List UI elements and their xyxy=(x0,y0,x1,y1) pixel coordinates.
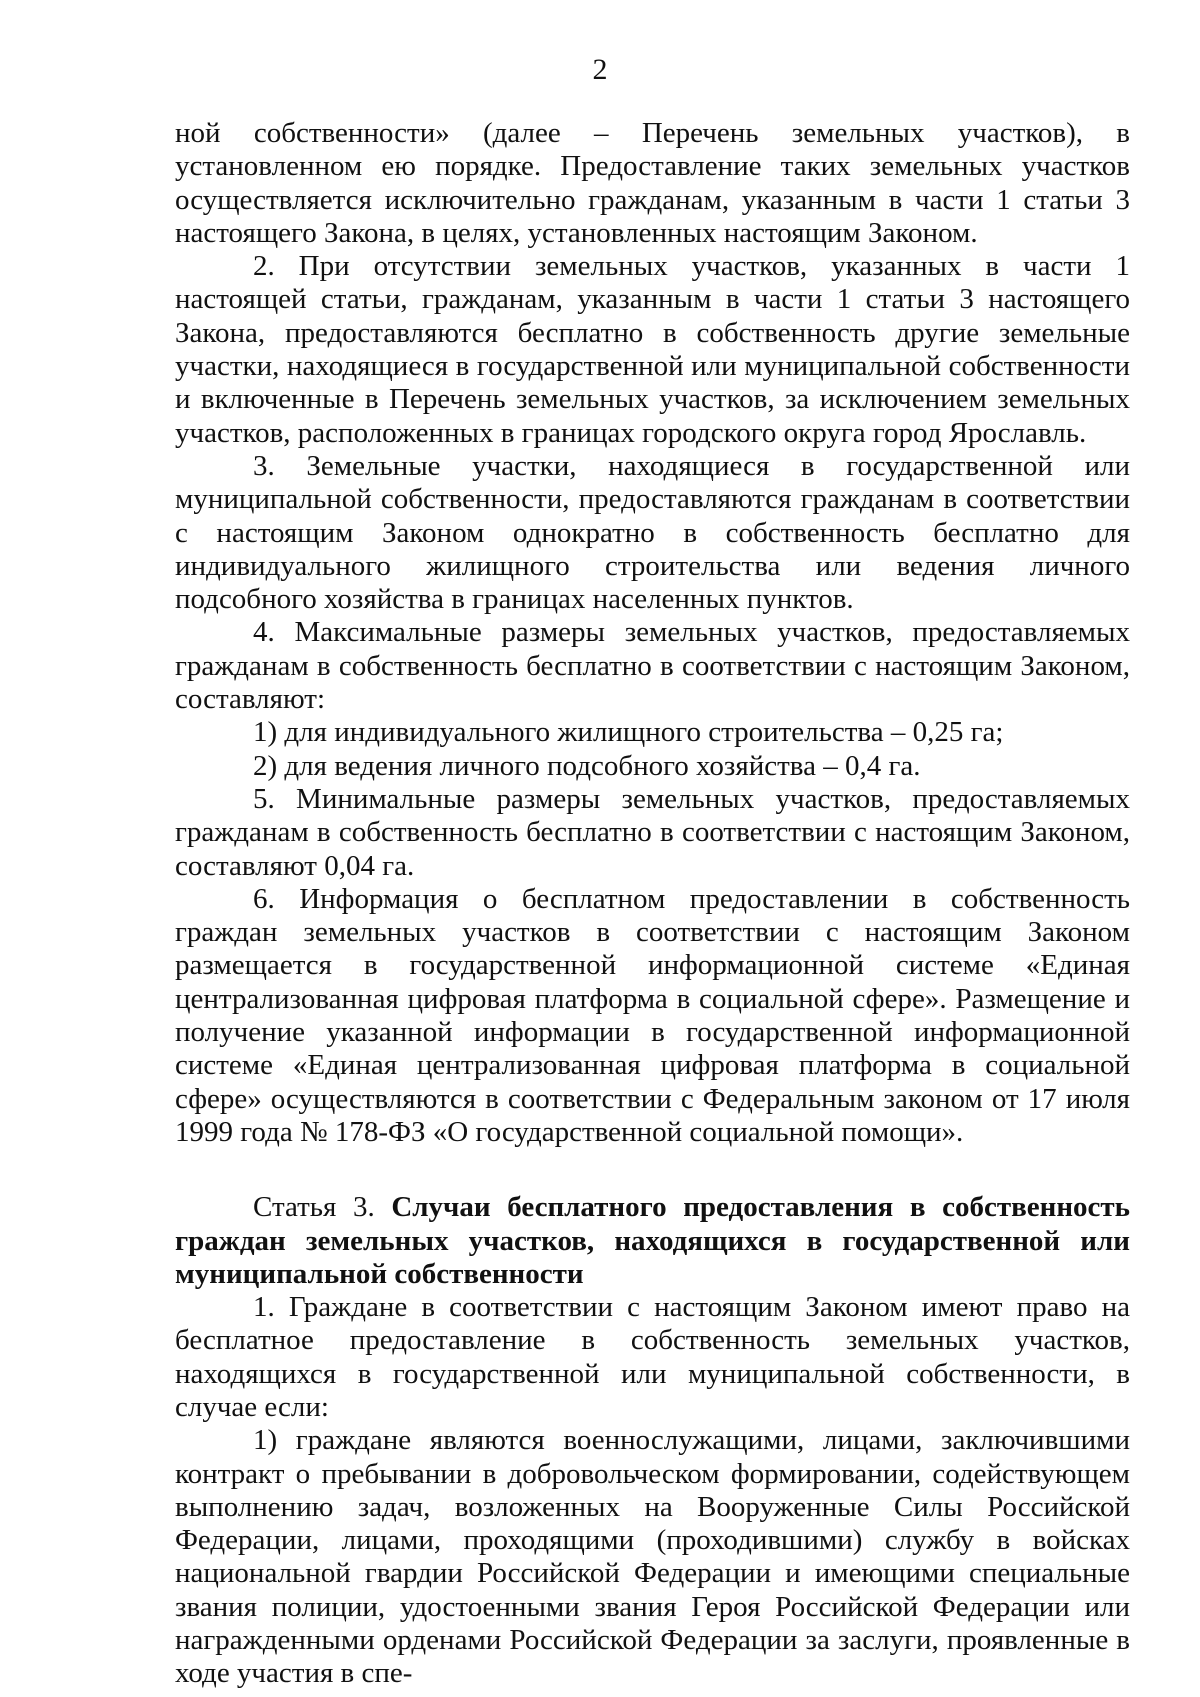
paragraph-6: 6. Информация о бесплатном предоставлении в собственность граждан земельных участков в соответствии с настоящим Законом размещается в государственной информационной системе «Единая централизованная цифровая платформа в социальной сфере». Размещение и получение указанной информации в государственной информационной системе «Единая централизованная цифровая платформа в социальной сфере» осуществляются в соответствии с Федеральным законом от 17 июля 1999 года № 178-ФЗ «О государственной социальной помощи». xyxy=(175,882,1130,1148)
article-label: Статья 3. xyxy=(253,1191,375,1224)
paragraph-continuation: ной собственности» (далее – Перечень земельных участков), в установленном ею порядке. Предоставление таких земельных участков осуществляется исключительно гражданам, указанным в части 1 статьи 3 настоящего Закона, в целях, установленных настоящим Законом. xyxy=(175,117,1130,249)
list-item-1: 1) для индивидуального жилищного строительства – 0,25 га; xyxy=(253,716,1004,749)
article-list-item-1: 1) граждане являются военнослужащими, лицами, заключившими контракт о пребывании в добровольческом формировании, содействующем выполнению задач, возложенных на Вооруженные Силы Российской Федерации, лицами, проходящими (проходившими) службу в войсках национальной гвардии Российской Федерации и имеющими специальные звания полиции, удостоенными звания Героя Российской Федерации или награжденными орденами Российской Федерации за заслуги, проявленные в ходе участия в спе- xyxy=(175,1424,1130,1690)
paragraph-4: 4. Максимальные размеры земельных участков, предоставляемых гражданам в собственность бесплатно в соответствии с настоящим Законом, составляют: xyxy=(175,616,1130,716)
document-body xyxy=(175,117,1130,1691)
paragraph-5: 5. Минимальные размеры земельных участков, предоставляемых гражданам в собственность бесплатно в соответствии с настоящим Законом, составляют 0,04 га. xyxy=(175,782,1130,882)
article-title: Случаи бесплатного предоставления в собственность граждан земельных участков, находящихся в государственной или муниципальной собственности xyxy=(175,1191,1130,1290)
page-number: 2 xyxy=(592,53,608,86)
paragraph-2: 2. При отсутствии земельных участков, указанных в части 1 настоящей статьи, гражданам, указанным в части 1 статьи 3 настоящего Закона, предоставляются бесплатно в собственность другие земельные участки, находящиеся в государственной или муниципальной собственности и включенные в Перечень земельных участков, за исключением земельных участков, расположенных в границах городского округа город Ярославль. xyxy=(175,250,1130,449)
paragraph-3: 3. Земельные участки, находящиеся в государственной или муниципальной собственности, предоставляются гражданам в соответствии с настоящим Законом однократно в собственность бесплатно для индивидуального жилищного строительства или ведения личного подсобного хозяйства в границах населенных пунктов. xyxy=(175,449,1130,616)
list-item-2: 2) для ведения личного подсобного хозяйства – 0,4 га. xyxy=(253,749,921,782)
article-heading xyxy=(175,1191,1130,1291)
article-paragraph-1: 1. Граждане в соответствии с настоящим Законом имеют право на бесплатное предоставление в собственность земельных участков, находящихся в государственной или муниципальной собственности, в случае если: xyxy=(175,1291,1130,1423)
